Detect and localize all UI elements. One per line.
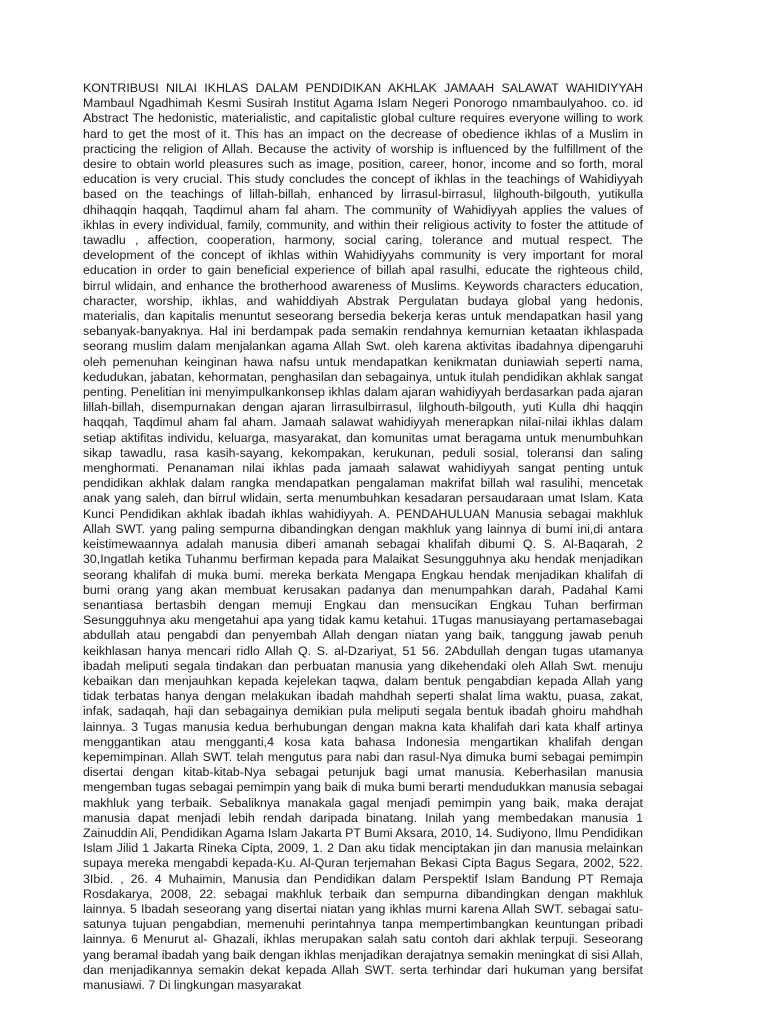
document-body-text: KONTRIBUSI NILAI IKHLAS DALAM PENDIDIKAN AKHLAK JAMAAH SALAWAT WAHIDIYYAH Mambaul Ngadhimah Kesmi Susirah Institut Agama Islam Negeri Ponorogo nmambaulyahoo. co. id Abstract The hedonistic, materialistic, and capitalistic global culture requires everyone willing to work hard to get the most of it. This has an impact on the decrease of obedience ikhlas of a Muslim in practicing the religion of Allah. Because the activity of worship is influenced by the fulfillment of the desire to obtain world pleasures such as image, position, career, honor, income and so forth, moral education is very crucial. This study concludes the concept of ikhlas in the teachings of Wahidiyyah based on the teachings of lillah-billah, enhanced by lirrasul-birrasul, lilghouth-bilgouth, yutikulla dhihaqqin haqqah, Taqdimul aham fal aham. The community of Wahidiyyah applies the values of ikhlas in every individual, family, community, and within their religious activity to foster the attitude of tawadlu , affection, cooperation, harmony, social caring, tolerance and mutual respect. The development of the concept of ikhlas within Wahidiyyahs community is very important for moral education in order to gain beneficial experience of billah apal rasulhi, educate the righteous child, birrul wlidain, and enhance the brotherhood awareness of Muslims. Keywords characters education, character, worship, ikhlas, and wahiddiyah Abstrak Pergulatan budaya global yang hedonis, materialis, dan kapitalis menuntut seseorang bersedia bekerja keras untuk mendapatkan hasil yang sebanyak-banyaknya. Hal ini berdampak pada semakin rendahnya kemurnian ketaatan ikhlaspada seorang muslim dalam menjalankan agama Allah Swt. oleh karena aktivitas ibadahnya dipengaruhi oleh pemenuhan keinginan hawa nafsu untuk mendapatkan kenikmatan duniawiah seperti nama, kedudukan, jabatan, kehormatan, penghasilan dan sebagainya, untuk itulah pendidikan akhlak sangat penting. Penelitian ini menyimpulkankonsep ikhlas dalam ajaran wahidiyyah berdasarkan pada ajaran lillah-billah, disempurnakan dengan ajaran lirrasulbirrasul, lilghouth-bilgouth, yuti Kulla dhi haqqin haqqah, Taqdimul aham fal aham. Jamaah salawat wahidiyyah menerapkan nilai-nilai ikhlas dalam setiap aktifitas individu, keluarga, masyarakat, dan komunitas umat beragama untuk menumbuhkan sikap tawadlu, rasa kasih-sayang, kekompakan, kerukunan, peduli sosial, toleransi dan saling menghormati. Penanaman nilai ikhlas pada jamaah salawat wahidiyyah sangat penting untuk pendidikan akhlak dalam rangka mendapatkan pengalaman makrifat billah wal rasulihi, mencetak anak yang saleh, dan birrul wlidain, serta menumbuhkan kesadaran persaudaraan umat Islam. Kata Kunci Pendidikan akhlak ibadah ikhlas wahidiyyah. A. PENDAHULUAN Manusia sebagai makhluk Allah SWT. yang paling sempurna dibandingkan dengan makhluk yang lainnya di bumi ini,di antara keistimewaannya adalah manusia diberi amanah sebagai khalifah dibumi Q. S. Al-Baqarah, 2 30,Ingatlah ketika Tuhanmu berfirman kepada para Malaikat Sesungguhnya aku hendak menjadikan seorang khalifah di muka bumi. mereka berkata Mengapa Engkau hendak menjadikan khalifah di bumi orang yang akan membuat kerusakan padanya dan menumpahkan darah, Padahal Kami senantiasa bertasbih dengan memuji Engkau dan mensucikan Engkau Tuhan berfirman Sesungguhnya aku mengetahui apa yang tidak kamu ketahui. 1Tugas manusiayang pertamasebagai abdullah atau pengabdi dan penyembah Allah dengan niatan yang baik, tanggung jawab penuh keikhlasan hanya mencari ridlo Allah Q. S. al-Dzariyat, 51 56. 2Abdullah dengan tugas utamanya ibadah meliputi segala tindakan dan perbuatan manusia yang dikehendaki oleh Allah Swt. menuju kebaikan dan menjauhkan kepada kejelekan taqwa, dalam bentuk pengabdian kepada Allah yang tidak terbatas hanya dengan melakukan ibadah mahdhah seperti shalat lima waktu, puasa, zakat, infak, sadaqah, haji dan sebagainya demikian pula meliputi segala bentuk ibadah ghoiru mahdhah lainnya. 3 Tugas manusia kedua berhubungan dengan makna kata khalifah dari kata khalf artinya menggantikan atau mengganti,4 kosa kata bahasa Indonesia mengartikan khalifah dengan kepemimpinan. Allah SWT. telah mengutus para nabi dan rasul-Nya dimuka bumi sebagai pemimpin disertai dengan kitab-kitab-Nya sebagai petunjuk bagi umat manusia. Keberhasilan manusia mengemban tugas sebagai pemimpin yang baik di muka bumi berarti mendudukkan manusia sebagai makhluk yang terbaik. Sebaliknya manakala gagal menjadi pemimpin yang baik, maka derajat manusia dapat menjadi lebih rendah daripada binatang. Inilah yang membedakan manusia 1 Zainuddin Ali, Pendidikan Agama Islam Jakarta PT Bumi Aksara, 2010, 14. Sudiyono, Ilmu Pendidikan Islam Jilid 1 Jakarta Rineka Cipta, 2009, 1. 2 Dan aku tidak menciptakan jin dan manusia melainkan supaya mereka mengabdi kepada-Ku. Al-Quran terjemahan Bekasi Cipta Bagus Segara, 2002, 522. 3Ibid. , 26. 4 Muhaimin, Manusia dan Pendidikan dalam Perspektif Islam Bandung PT Remaja Rosdakarya, 2008, 22. sebagai makhluk terbaik dan sempurna dibandingkan dengan makhluk lainnya. 5 Ibadah seseorang yang disertai niatan yang ikhlas murni karena Allah SWT. sebagai satu-satunya tujuan pengabdian, memenuhi perintahnya tanpa mempertimbangkan keuntungan pribadi lainnya. 6 Menurut al- Ghazali, ikhlas merupakan salah satu contoh dari akhlak terpuji. Seseorang yang beramal ibadah yang baik dengan ikhlas menjadikan derajatnya semakin meningkat di sisi Allah, dan menjadikannya semakin dekat kepada Allah SWT. serta terhindar dari hukuman yang bersifat manusiawi. 7 Di lingkungan masyarakat [83,81,643,992]
document-page [83,81,643,992]
